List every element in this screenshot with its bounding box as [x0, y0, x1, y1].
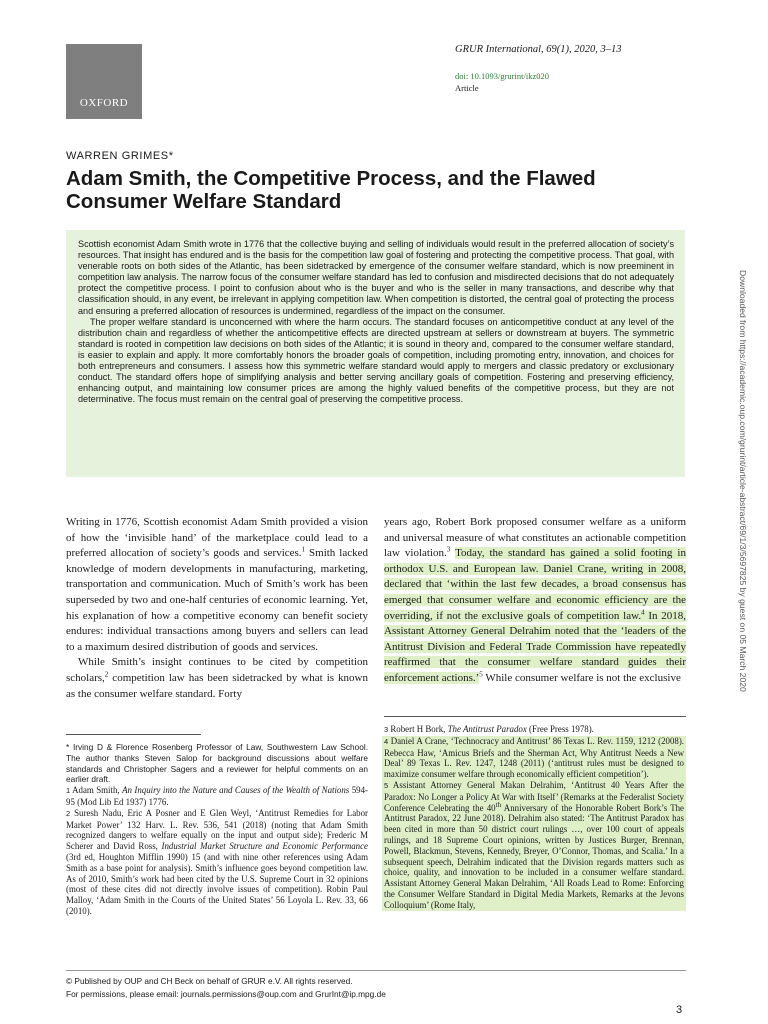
- doi-link[interactable]: doi: 10.1093/grurint/ikz020: [455, 71, 549, 81]
- footnote-text: Anniversary of the Honorable Robert Bork’s The Antitrust Paradox, 22 June 2018). Delrahim also stated: ‘The Antitrust Paradox has been cited in more than 50 district court rulings …, over 100 court of appeals rulings, and 18 Supreme Court opinions, written by Justices Burger, Brennan, Powell, Blackmun, Stevens, Kennedy, Breyer, O’Connor, Thomas, and Scalia.’ In a subsequent speech, Delrahim indicated that the Division regards matters such as choice, quality, and innovation to be included in a consumer welfare standard. Assistant Attorney General Makan Delrahim, ‘All Roads Lead to Rome: Enforcing the Consumer Welfare Standard in Digital Media Markets, Remarks at the Jevons Colloquium’ (Rome Italy,: [384, 802, 684, 910]
- oxford-logo: [66, 44, 142, 119]
- footnotes-right: [382, 724, 686, 911]
- download-sidebar: [736, 270, 750, 760]
- permissions-notice: For permissions, please email: journals.permissions@oup.com and GrurInt@ip.mpg.de: [66, 989, 386, 999]
- footnote-number: 1: [66, 786, 71, 796]
- ordinal-suffix: th: [495, 800, 502, 809]
- footnote-text: Robert H Bork,: [388, 724, 448, 734]
- journal-citation: [455, 44, 622, 55]
- download-note: Downloaded from https://academic.oup.com/grurint/article-abstract/69/1/3/5697825 by guest on 05 March 2020: [738, 270, 748, 692]
- footnote-number: 2: [66, 808, 71, 818]
- footnote-divider: [384, 716, 686, 717]
- body-text: While Smith’s insight continues to be cited by competition scholars,: [66, 656, 368, 684]
- footnote-number: 5: [384, 780, 389, 790]
- footnote-divider: [66, 734, 201, 735]
- footnote: [66, 785, 368, 808]
- footnote-text: (Free Press 1978).: [526, 724, 594, 734]
- body-paragraph: [66, 515, 368, 655]
- journal-volume: , 69(1), 2020, 3–13: [541, 44, 622, 55]
- abstract-paragraph: Scottish economist Adam Smith wrote in 1776 that the collective buying and selling of individuals would result in the preferred allocation of society’s resources. That insight has endured and is the basis for the competition law goal of fostering and protecting the competitive process. That goal, with venerable roots on both sides of the Atlantic, has been sidetracked by emergence of the consumer welfare standard, which is now preeminent in competition law analysis. The narrow focus of the consumer welfare standard has led to confusion and misdirected decisions that do not adequately protect the competitive process. I point to confusion about who is the buyer and who is the seller in many transactions, and describe why that classification should, in any event, be irrelevant in applying competition law. When competition is distorted, the central goal of protecting the process and ensuring a preferred allocation of resources is undermined, regardless of the impact on the consumer.: [78, 239, 674, 316]
- footnote: [66, 808, 368, 917]
- footnote-title: An Inquiry into the Nature and Causes of the Wealth of Nations: [122, 785, 350, 796]
- footer-divider: [66, 970, 686, 971]
- footnote-ref[interactable]: 3: [446, 545, 451, 554]
- footnote-number: 4: [384, 736, 389, 746]
- highlighted-text: [384, 547, 686, 684]
- footnote-text: (3rd ed, Houghton Mifflin 1990) 15 (and with nine other references using Adam Smith as a base point for analysis). Smith’s influence goes beyond competition law. As of 2010, Smith’s work had been cited by the U.S. Supreme Court in 32 opinions (most of these cites did not directly involve issues of competition). Robin Paul Malloy, ‘Adam Smith in the Courts of the United States’ 56 Loyola L. Rev. 33, 66 (2010).: [66, 851, 368, 916]
- copyright-notice: © Published by OUP and CH Beck on behalf of GRUR e.V. All rights reserved.: [66, 976, 353, 986]
- logo-text: OXFORD: [79, 97, 129, 109]
- footnote-text: Assistant Attorney General Makan Delrahim, ‘Antitrust 40 Years After the Paradox: No Longer a Policy At War with Itself’ (Remarks at the Federalist Society Conference Celebrating the 40: [384, 779, 684, 813]
- body-column-left: [66, 515, 368, 702]
- abstract-paragraph: The proper welfare standard is unconcerned with where the harm occurs. The standard focuses on anticompetitive conduct at any level of the distribution chain and regardless of whether the anticompetitive effects are directed upstream at sellers or downstream at buyers. The symmetric standard is rooted in competition law decisions on both sides of the Atlantic; it is sound in theory and, compared to the consumer welfare standard, is easier to explain and apply. It more comfortably honors the broader goals of competition, including promoting entry, innovation, and choices for both entrepreneurs and consumers. I assess how this symmetric welfare standard would apply to mergers and classic predatory or exclusionary conduct. The standard offers hope of simplifying analysis and better serving ancillary goals of competition. Fostering and preserving efficiency, enhancing output, and maintaining low consumer prices are among the highly valued benefits of the competitive process, but they are not determinative. The focus must remain on the central goal of preserving the competitive process.: [78, 316, 674, 405]
- highlight-span: In 2018, Assistant Attorney General Delrahim noted that the ‘leaders of the Antitrust Division and Federal Trade Commission have repeatedly reaffirmed that the consumer welfare standard guides their enforcement actions.’: [384, 609, 687, 684]
- footnote-title: Industrial Market Structure and Economic Performance: [161, 841, 368, 852]
- footnote-highlighted: [382, 736, 686, 780]
- body-text: competition law has been sidetracked by what is known as the consumer welfare standard. Forty: [66, 671, 368, 700]
- footnote-text: 594-95 (Mod Lib Ed 1937) 1776.: [66, 785, 368, 807]
- article-type: Article: [455, 83, 479, 93]
- footnote-ref[interactable]: 5: [479, 670, 483, 679]
- author-footnote: * Irving D & Florence Rosenberg Professor of Law, Southwestern Law School. The author thanks Steven Salop for background discussions about welfare standards and Christopher Sagers and a reviewer for helpful comments on an earlier draft.: [66, 742, 368, 785]
- body-paragraph: [384, 515, 686, 687]
- footnote-highlighted: [382, 780, 686, 911]
- abstract-box: [66, 230, 685, 477]
- author-name: WARREN GRIMES*: [66, 150, 174, 162]
- journal-name: GRUR International: [455, 44, 542, 55]
- body-text: Writing in 1776, Scottish economist Adam Smith provided a vision of how the ‘invisible hand’ of the marketplace could lead to a preferred allocation of society’s goods and services.: [66, 516, 368, 560]
- footnotes-left: [66, 742, 368, 917]
- highlight-span: Today, the standard has gained a solid footing in orthodox U.S. and European law. Daniel Crane, writing in 2008, declared that ‘within the last few decades, a broad consensus has emerged that consumer welfare and economic efficiency are the overriding, if not the exclusive goals of competition law.: [384, 547, 686, 622]
- footnote: [382, 724, 686, 736]
- body-text: While consumer welfare is not the exclusive: [482, 671, 681, 684]
- body-text: years ago, Robert Bork proposed consumer welfare as a uniform and universal measure of what constitutes an actionable competition law violation.: [384, 516, 686, 560]
- body-paragraph: [66, 655, 368, 702]
- body-column-right: [384, 515, 686, 687]
- footnote-ref[interactable]: 4: [641, 607, 645, 616]
- body-text: Smith lacked knowledge of modern developments in manufacturing, marketing, transportation and communication. Much of Smith’s work has been superseded by two and one-half centuries of economic learning. Yet, his explanation of how a competitive economy can benefit society endures: individual transactions among buyers and sellers can lead to a maximum desired distribution of goods and services.: [66, 547, 368, 653]
- footnote-text: Adam Smith,: [70, 785, 123, 796]
- footnote-number: 3: [384, 725, 389, 734]
- footnote-title: The Antitrust Paradox: [447, 724, 527, 734]
- footnote-ref[interactable]: 2: [104, 670, 109, 679]
- footnote-text: Daniel A Crane, ‘Technocracy and Antitrust’ 86 Texas L. Rev. 1159, 1212 (2008). Rebecca Haw, ‘Amicus Briefs and the Sherman Act, Why Antitrust Needs a New Deal’ 89 Texas L. Rev. 1247, 1248 (2011) (‘antitrust rules must be designed to maximize consumer welfare through economically efficient competition’).: [384, 735, 684, 780]
- footnote-ref[interactable]: 1: [301, 545, 306, 554]
- footnote-text: Suresh Nadu, Eric A Posner and E Glen Weyl, ‘Antitrust Remedies for Labor Market Power’ 132 Harv. L. Rev. 536, 541 (2018) (noting that Adam Smith recognized dangers to welfare equally on the input and output side); Frederic M Scherer and David Ross,: [66, 807, 368, 852]
- article-title: Adam Smith, the Competitive Process, and the Flawed Consumer Welfare Standard: [66, 167, 596, 213]
- page-number: 3: [676, 1004, 683, 1016]
